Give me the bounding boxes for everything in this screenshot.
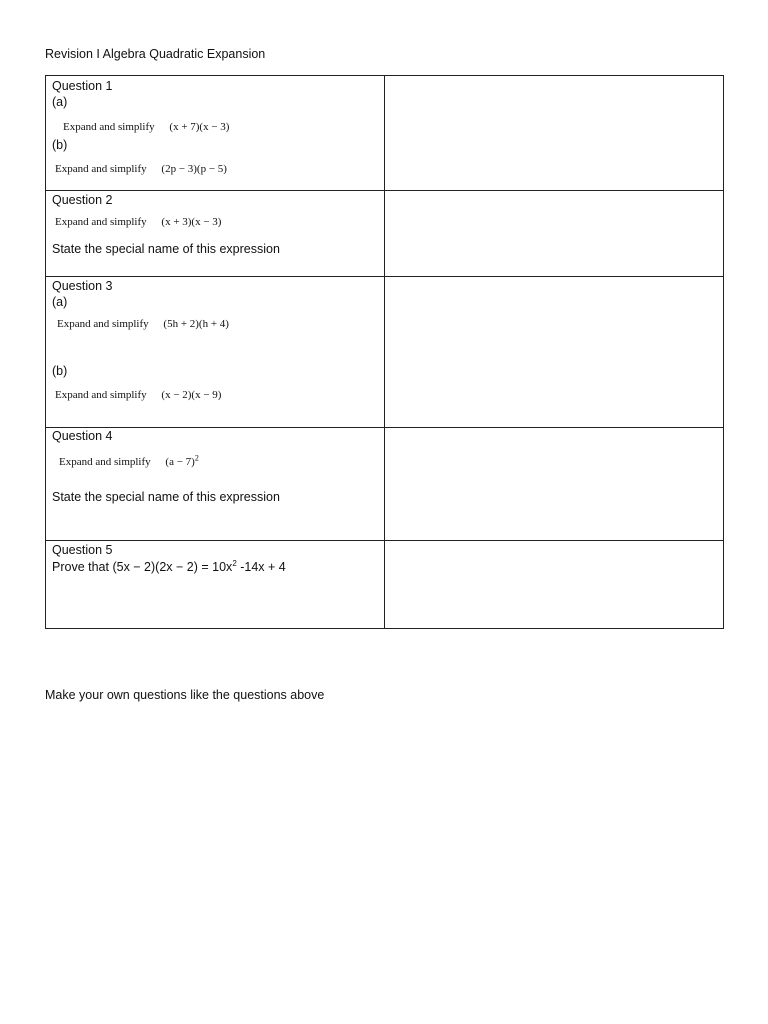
question-3b-math: [55, 388, 221, 402]
question-3b-instruction: Expand and simplify: [55, 389, 147, 401]
question-5-statement: [52, 560, 286, 575]
question-5-prove-prefix: Prove that (5x − 2)(2x − 2) = 10x: [52, 560, 233, 574]
question-1-heading: Question 1: [52, 79, 113, 93]
question-3-part-a-label: (a): [52, 295, 68, 309]
question-2-cell: [46, 191, 385, 277]
question-1-part-b-label: (b): [52, 138, 68, 152]
question-3b-expression: (x − 2)(x − 9): [161, 389, 222, 401]
question-2-expression: (x + 3)(x − 3): [161, 216, 222, 228]
answer-2-cell[interactable]: [385, 191, 724, 277]
question-2-instruction: Expand and simplify: [55, 216, 147, 228]
table-row: [46, 277, 724, 428]
question-1b-instruction: Expand and simplify: [55, 163, 147, 175]
answer-3-cell[interactable]: [385, 277, 724, 428]
question-4-exponent: 2: [194, 453, 199, 463]
table-row: [46, 76, 724, 191]
table-row: [46, 541, 724, 629]
question-4-cell: [46, 428, 385, 541]
questions-table: [45, 75, 724, 629]
question-3-heading: Question 3: [52, 279, 113, 293]
question-2-heading: Question 2: [52, 193, 113, 207]
question-1-part-a-label: (a): [52, 95, 68, 109]
question-3-cell: [46, 277, 385, 428]
question-3-part-b-label: (b): [52, 364, 68, 378]
question-4-math: [59, 455, 199, 469]
answer-5-cell[interactable]: [385, 541, 724, 629]
page-title: Revision I Algebra Quadratic Expansion: [45, 47, 266, 61]
question-5-heading: Question 5: [52, 543, 113, 557]
question-3a-math: [57, 317, 229, 331]
question-1a-expression: (x + 7)(x − 3): [169, 121, 230, 133]
question-5-exponent: 2: [232, 558, 237, 568]
question-1a-instruction: Expand and simplify: [63, 121, 155, 133]
question-1b-expression: (2p − 3)(p − 5): [161, 163, 227, 175]
question-4-expression: (a − 7): [165, 456, 195, 468]
table-row: [46, 428, 724, 541]
question-1-cell: [46, 76, 385, 191]
question-1a-math: [63, 120, 229, 134]
answer-1-cell[interactable]: [385, 76, 724, 191]
question-5-prove-suffix: -14x + 4: [236, 560, 286, 574]
question-4-instruction: Expand and simplify: [59, 456, 151, 468]
question-3a-expression: (5h + 2)(h + 4): [163, 318, 229, 330]
question-2-math: [55, 215, 221, 229]
question-4-prompt: State the special name of this expression: [52, 490, 280, 504]
footer-instruction: Make your own questions like the questions above: [45, 688, 325, 702]
question-2-prompt: State the special name of this expression: [52, 242, 280, 256]
question-4-heading: Question 4: [52, 429, 113, 443]
question-3a-instruction: Expand and simplify: [57, 318, 149, 330]
question-5-cell: [46, 541, 385, 629]
table-row: [46, 191, 724, 277]
answer-4-cell[interactable]: [385, 428, 724, 541]
question-1b-math: [55, 162, 227, 176]
